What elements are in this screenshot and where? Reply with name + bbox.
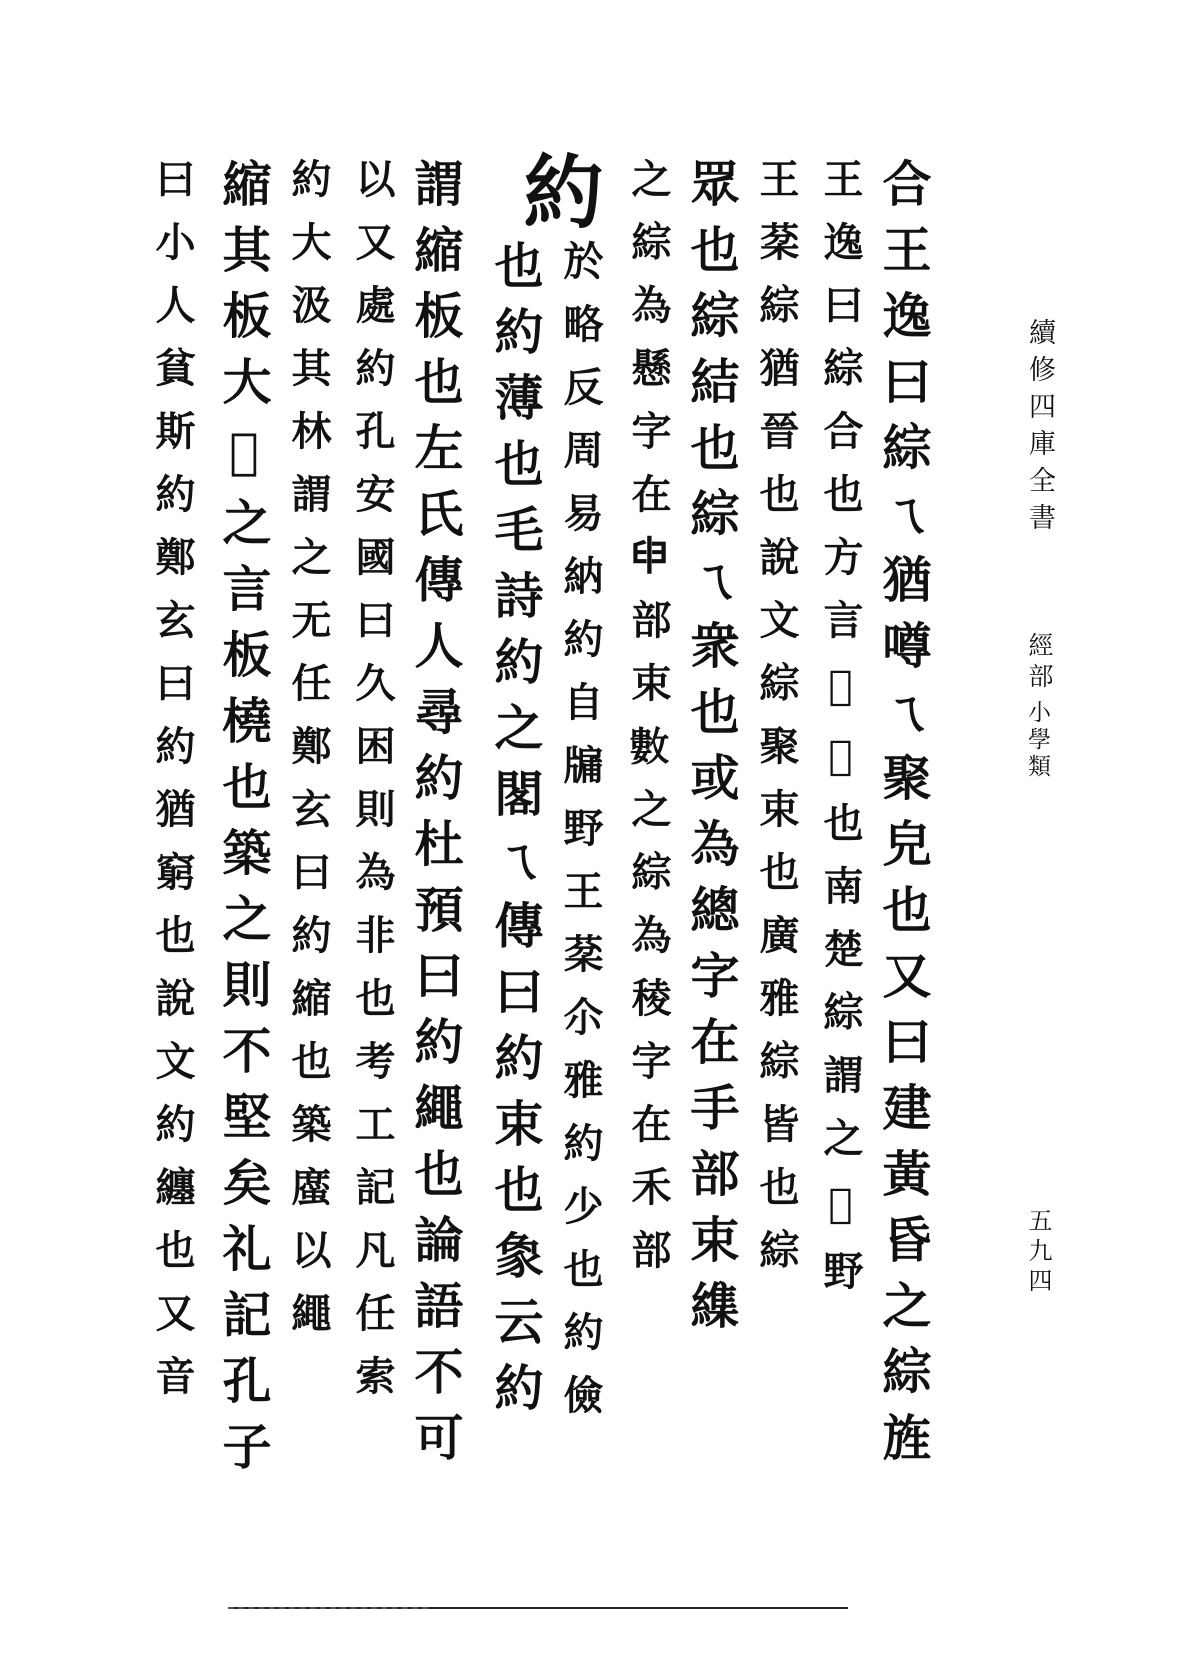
text-column-5: 之綜為懸字在𦥔部束𢿙之綜為稜字在禾部: [625, 158, 672, 1292]
subsection-label: 小學類: [1024, 700, 1050, 781]
text-column-6: 於略反周易納約自牖野王棻尒雅約少也約儉: [557, 240, 604, 1437]
bottom-rule-dashed: [228, 1607, 428, 1609]
text-column-4: 眾也綜結也綜ㄟ衆也或為總字在手部束䌖: [683, 158, 741, 1346]
page-number: 五九四: [1024, 1208, 1052, 1298]
section-label: 經部: [1025, 632, 1054, 694]
text-column-8: 謂縮板也左氏傳人尋約杜預曰約繩也論語不可: [407, 158, 465, 1478]
text-column-12: 曰小人貧斯約鄭玄曰約猶窮也說文約纏也又音: [149, 158, 196, 1418]
headword-character: 約: [510, 150, 604, 230]
text-column-7: 也約薄也毛詩約之閣ㄟ傳曰約束也𧰼云約: [487, 240, 545, 1428]
text-column-2: 王逸曰綜合也方言𥨊𪊩也南楚綜謂之𪊩野: [817, 158, 864, 1313]
text-column-9: 以又處約孔安國曰久困則為非也考工記凡任索: [349, 158, 396, 1418]
text-column-3: 王棻綜猶晉也說文綜聚束也廣雅綜皆也綜: [753, 158, 800, 1292]
text-column-1: 合王逸曰綜ㄟ猶噂ㄟ聚皃也又曰建黃昏之綜旌: [875, 158, 933, 1478]
text-column-11: 縮其板大𢪛之言板橈也築之則不堅矣礼記孔子: [215, 158, 273, 1487]
book-title: 續修四庫全書: [1024, 318, 1055, 540]
text-column-10: 約大汲其林謂之无任鄭玄曰約縮也築䗪以繩: [285, 158, 332, 1355]
